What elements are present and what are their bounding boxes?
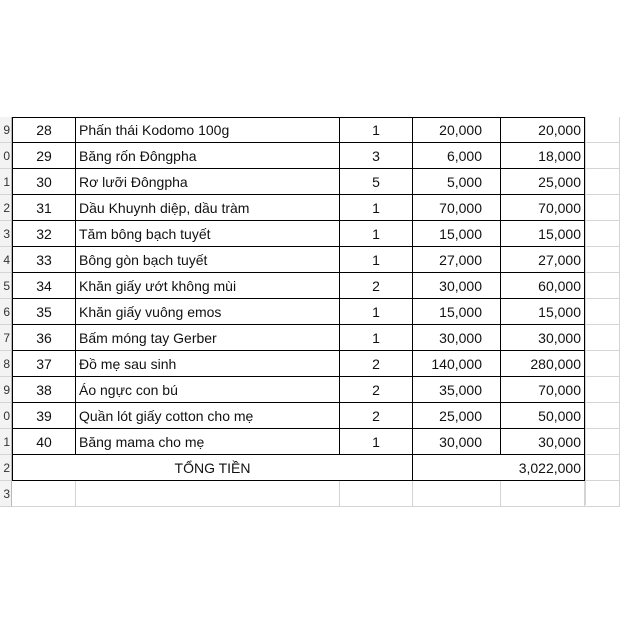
cell-empty[interactable] xyxy=(76,481,340,507)
cell-product-name[interactable]: Đồ mẹ sau sinh xyxy=(76,351,340,377)
cell-stt[interactable]: 37 xyxy=(12,351,76,377)
cell-quantity[interactable]: 1 xyxy=(340,117,413,143)
cell-product-name[interactable]: Khăn giấy ướt không mùi xyxy=(76,273,340,299)
cell-product-name[interactable]: Bông gòn bạch tuyết xyxy=(76,247,340,273)
cell-unit-price[interactable]: 30,000 xyxy=(413,325,501,351)
cell-line-total[interactable]: 60,000 xyxy=(501,273,585,299)
cell-empty[interactable] xyxy=(585,377,620,403)
cell-unit-price[interactable]: 20,000 xyxy=(413,117,501,143)
row-header[interactable]: 3 xyxy=(0,481,12,507)
cell-line-total[interactable]: 70,000 xyxy=(501,377,585,403)
cell-empty[interactable] xyxy=(12,481,76,507)
row-header[interactable]: 2 xyxy=(0,455,12,481)
cell-empty[interactable] xyxy=(585,325,620,351)
cell-empty[interactable] xyxy=(585,429,620,455)
table-row xyxy=(0,247,620,273)
cell-line-total[interactable]: 30,000 xyxy=(501,429,585,455)
table-row xyxy=(0,403,620,429)
row-header[interactable]: 2 xyxy=(0,195,12,221)
cell-product-name[interactable]: Băng rốn Đôngpha xyxy=(76,143,340,169)
cell-empty[interactable] xyxy=(585,299,620,325)
total-label[interactable]: TỔNG TIỀN xyxy=(12,455,413,481)
row-header[interactable]: 6 xyxy=(0,299,12,325)
empty-row xyxy=(0,481,620,507)
cell-stt[interactable]: 32 xyxy=(12,221,76,247)
cell-quantity[interactable]: 3 xyxy=(340,143,413,169)
cell-unit-price[interactable]: 5,000 xyxy=(413,169,501,195)
cell-quantity[interactable]: 1 xyxy=(340,429,413,455)
cell-product-name[interactable]: Khăn giấy vuông emos xyxy=(76,299,340,325)
cell-stt[interactable]: 34 xyxy=(12,273,76,299)
cell-stt[interactable]: 38 xyxy=(12,377,76,403)
table-row xyxy=(0,273,620,299)
cell-product-name[interactable]: Băng mama cho mẹ xyxy=(76,429,340,455)
row-header[interactable]: 9 xyxy=(0,377,12,403)
cell-quantity[interactable]: 1 xyxy=(340,247,413,273)
cell-product-name[interactable]: Bấm móng tay Gerber xyxy=(76,325,340,351)
cell-quantity[interactable]: 2 xyxy=(340,351,413,377)
cell-product-name[interactable]: Rơ lưỡi Đôngpha xyxy=(76,169,340,195)
cell-unit-price[interactable]: 140,000 xyxy=(413,351,501,377)
cell-empty[interactable] xyxy=(585,481,620,507)
row-header[interactable]: 1 xyxy=(0,429,12,455)
cell-product-name[interactable]: Áo ngực con bú xyxy=(76,377,340,403)
cell-line-total[interactable]: 70,000 xyxy=(501,195,585,221)
cell-stt[interactable]: 36 xyxy=(12,325,76,351)
cell-product-name[interactable]: Tăm bông bạch tuyết xyxy=(76,221,340,247)
cell-empty[interactable] xyxy=(585,169,620,195)
cell-line-total[interactable]: 15,000 xyxy=(501,221,585,247)
cell-empty[interactable] xyxy=(585,143,620,169)
cell-unit-price[interactable]: 27,000 xyxy=(413,247,501,273)
cell-stt[interactable]: 35 xyxy=(12,299,76,325)
cell-line-total[interactable]: 25,000 xyxy=(501,169,585,195)
row-header[interactable]: 0 xyxy=(0,403,12,429)
cell-quantity[interactable]: 2 xyxy=(340,403,413,429)
row-header[interactable]: 7 xyxy=(0,325,12,351)
row-header[interactable]: 3 xyxy=(0,221,12,247)
cell-empty[interactable] xyxy=(585,117,620,143)
table-row xyxy=(0,195,620,221)
cell-unit-price[interactable]: 25,000 xyxy=(413,403,501,429)
cell-stt[interactable]: 39 xyxy=(12,403,76,429)
cell-empty[interactable] xyxy=(585,455,620,481)
table-row xyxy=(0,351,620,377)
cell-stt[interactable]: 31 xyxy=(12,195,76,221)
cell-empty[interactable] xyxy=(413,481,501,507)
cell-quantity[interactable]: 5 xyxy=(340,169,413,195)
cell-line-total[interactable]: 18,000 xyxy=(501,143,585,169)
table-row xyxy=(0,143,620,169)
cell-quantity[interactable]: 1 xyxy=(340,325,413,351)
cell-quantity[interactable]: 1 xyxy=(340,221,413,247)
row-header[interactable]: 9 xyxy=(0,117,12,143)
cell-line-total[interactable]: 15,000 xyxy=(501,299,585,325)
row-header[interactable]: 4 xyxy=(0,247,12,273)
cell-empty[interactable] xyxy=(585,403,620,429)
total-amount[interactable]: 3,022,000 xyxy=(413,455,585,481)
cell-unit-price[interactable]: 35,000 xyxy=(413,377,501,403)
table-row xyxy=(0,221,620,247)
cell-stt[interactable]: 29 xyxy=(12,143,76,169)
cell-empty[interactable] xyxy=(585,273,620,299)
table-row xyxy=(0,169,620,195)
cell-empty[interactable] xyxy=(340,481,413,507)
cell-product-name[interactable]: Quần lót giấy cotton cho mẹ xyxy=(76,403,340,429)
cell-empty[interactable] xyxy=(501,481,585,507)
cell-stt[interactable]: 40 xyxy=(12,429,76,455)
cell-stt[interactable]: 33 xyxy=(12,247,76,273)
cell-line-total[interactable]: 280,000 xyxy=(501,351,585,377)
cell-line-total[interactable]: 30,000 xyxy=(501,325,585,351)
cell-empty[interactable] xyxy=(585,195,620,221)
row-header[interactable]: 0 xyxy=(0,143,12,169)
cell-product-name[interactable]: Dầu Khuynh diệp, dầu tràm xyxy=(76,195,340,221)
cell-quantity[interactable]: 2 xyxy=(340,377,413,403)
row-header[interactable]: 8 xyxy=(0,351,12,377)
table-row xyxy=(0,377,620,403)
cell-quantity[interactable]: 2 xyxy=(340,273,413,299)
table-row xyxy=(0,429,620,455)
cell-line-total[interactable]: 50,000 xyxy=(501,403,585,429)
cell-product-name[interactable]: Phấn thái Kodomo 100g xyxy=(76,117,340,143)
cell-unit-price[interactable]: 6,000 xyxy=(413,143,501,169)
cell-unit-price[interactable]: 30,000 xyxy=(413,273,501,299)
cell-quantity[interactable]: 1 xyxy=(340,299,413,325)
cell-unit-price[interactable]: 15,000 xyxy=(413,299,501,325)
cell-empty[interactable] xyxy=(585,221,620,247)
cell-stt[interactable]: 30 xyxy=(12,169,76,195)
cell-unit-price[interactable]: 70,000 xyxy=(413,195,501,221)
row-header[interactable]: 5 xyxy=(0,273,12,299)
cell-line-total[interactable]: 27,000 xyxy=(501,247,585,273)
total-row xyxy=(0,455,620,481)
table-row xyxy=(0,299,620,325)
cell-stt[interactable]: 28 xyxy=(12,117,76,143)
cell-unit-price[interactable]: 30,000 xyxy=(413,429,501,455)
cell-quantity[interactable]: 1 xyxy=(340,195,413,221)
cell-unit-price[interactable]: 15,000 xyxy=(413,221,501,247)
table-row xyxy=(0,117,620,143)
row-header[interactable]: 1 xyxy=(0,169,12,195)
cell-empty[interactable] xyxy=(585,247,620,273)
cell-empty[interactable] xyxy=(585,351,620,377)
cell-line-total[interactable]: 20,000 xyxy=(501,117,585,143)
table-row xyxy=(0,325,620,351)
